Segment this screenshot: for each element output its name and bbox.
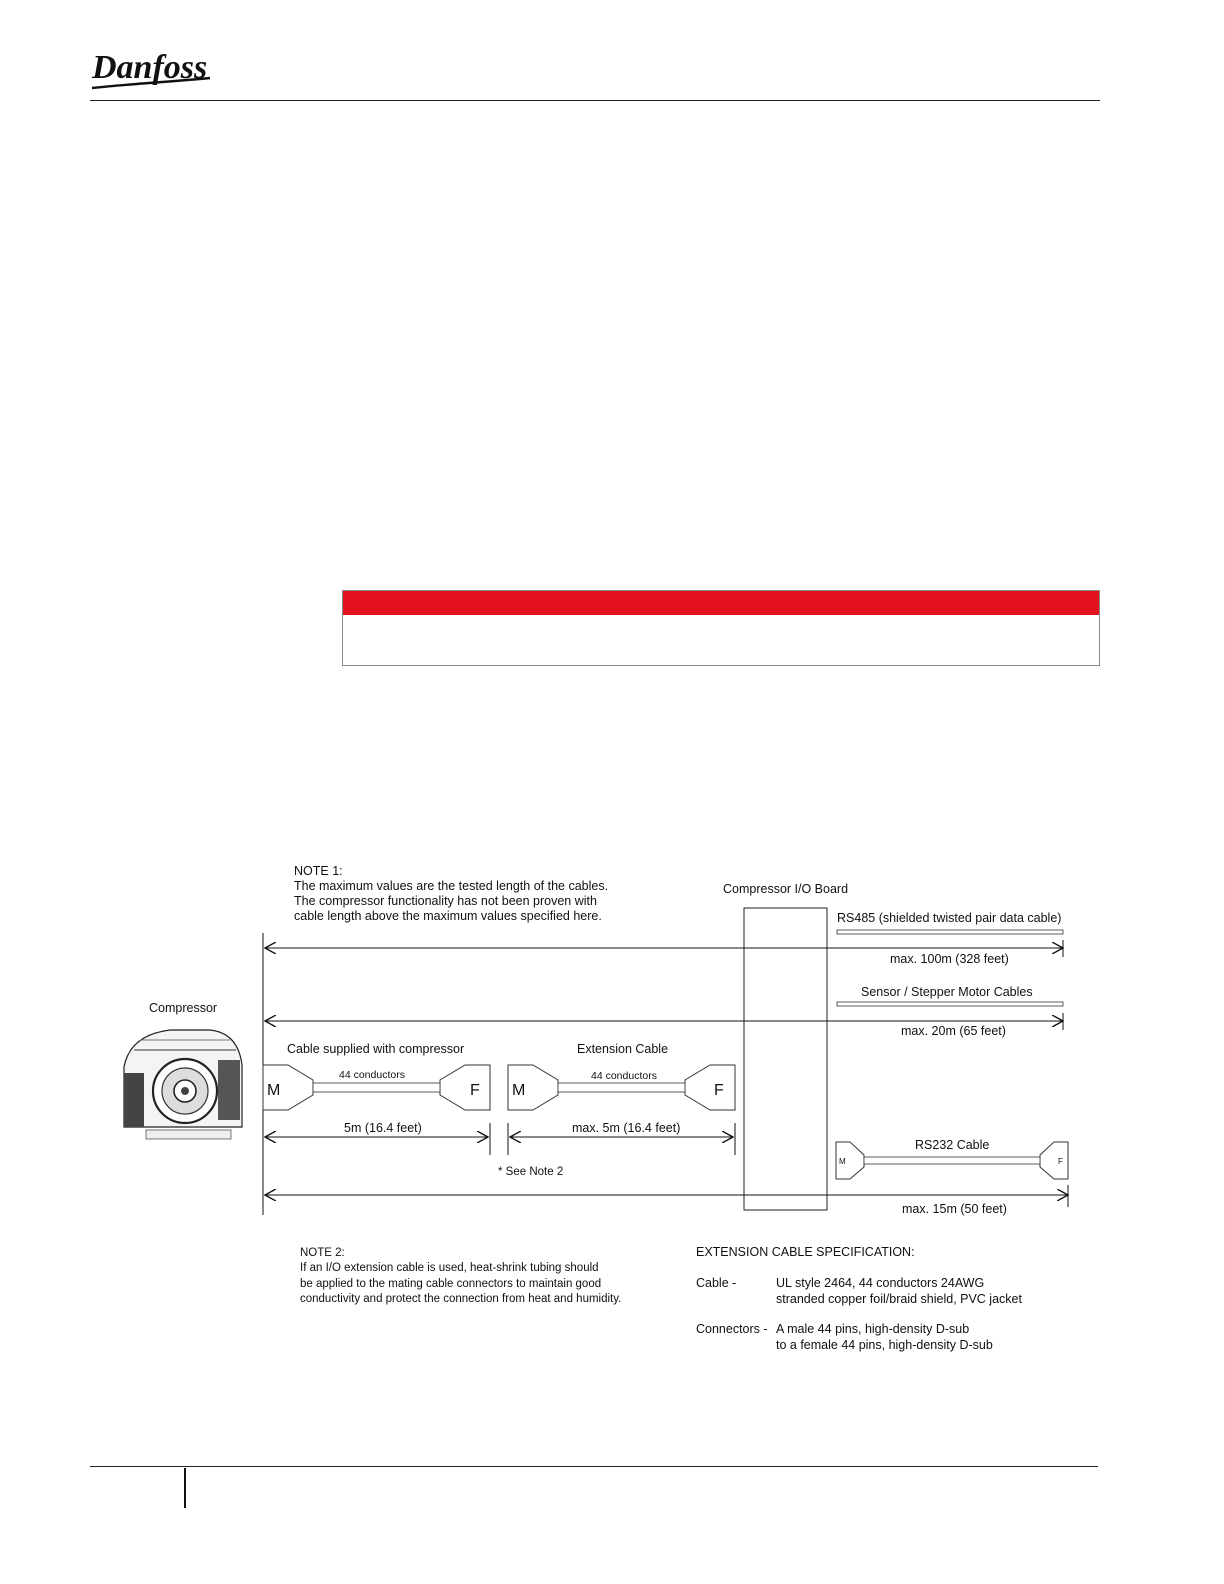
footer-divider xyxy=(184,1468,186,1508)
note1-line-2: The compressor functionality has not been proven with xyxy=(294,894,597,908)
svg-text:Danfoss: Danfoss xyxy=(92,49,208,86)
note1-line-3: cable length above the maximum values specified here. xyxy=(294,909,602,923)
rs232-label: RS232 Cable xyxy=(915,1138,990,1152)
extension-conductors: 44 conductors xyxy=(591,1070,657,1082)
cable-diagram xyxy=(110,855,1090,1365)
io-board xyxy=(744,908,827,1210)
warning-callout xyxy=(342,590,1100,666)
spec-cable-line-2: stranded copper foil/braid shield, PVC jacket xyxy=(776,1292,1022,1306)
danfoss-logo xyxy=(88,44,214,92)
supplied-female-label: F xyxy=(470,1082,480,1099)
danfoss-logo-mark xyxy=(88,44,214,92)
spec-connectors-key: Connectors - xyxy=(696,1322,768,1336)
rs485-max: max. 100m (328 feet) xyxy=(890,952,1009,966)
extension-length: max. 5m (16.4 feet) xyxy=(572,1121,681,1135)
rs485-cable xyxy=(837,930,1063,934)
sensor-cable xyxy=(837,1002,1063,1006)
rs232-male-label: M xyxy=(839,1157,846,1166)
cable-diagram-svg xyxy=(110,855,1090,1365)
supplied-male-label: M xyxy=(267,1082,281,1099)
see-note-2: * See Note 2 xyxy=(498,1166,564,1178)
rs485-label: RS485 (shielded twisted pair data cable) xyxy=(837,911,1062,925)
note2-line-3: conductivity and protect the connection from heat and humidity. xyxy=(300,1293,622,1305)
note2-line-2: be applied to the mating cable connectors to maintain good xyxy=(300,1278,602,1290)
note1-title: NOTE 1: xyxy=(294,864,343,878)
extension-cable-label: Extension Cable xyxy=(577,1042,669,1056)
spec-connectors-line-1: A male 44 pins, high-density D-sub xyxy=(776,1322,970,1336)
rs232-max: max. 15m (50 feet) xyxy=(902,1202,1007,1216)
note1-line-1: The maximum values are the tested length of the cables. xyxy=(294,879,609,893)
supplied-conductors: 44 conductors xyxy=(339,1069,405,1081)
rs232-female-label: F xyxy=(1058,1157,1063,1166)
extension-female-label: F xyxy=(714,1082,724,1099)
compressor-drawing xyxy=(124,1030,242,1139)
note2-title: NOTE 2: xyxy=(300,1247,345,1259)
spec-cable-line-1: UL style 2464, 44 conductors 24AWG xyxy=(776,1276,985,1290)
sensor-max: max. 20m (65 feet) xyxy=(901,1024,1006,1038)
extension-male-label: M xyxy=(512,1082,526,1099)
supplied-length: 5m (16.4 feet) xyxy=(344,1121,422,1135)
spec-cable-key: Cable - xyxy=(696,1276,737,1290)
io-board-label: Compressor I/O Board xyxy=(723,882,849,896)
footer-rule xyxy=(90,1466,1098,1467)
spec-connectors-line-2: to a female 44 pins, high-density D-sub xyxy=(776,1338,993,1352)
spec-title: EXTENSION CABLE SPECIFICATION: xyxy=(696,1245,915,1259)
warning-bar xyxy=(343,591,1099,615)
supplied-cable-label: Cable supplied with compressor xyxy=(287,1042,465,1056)
header-rule xyxy=(90,100,1100,101)
compressor-label: Compressor xyxy=(149,1001,218,1015)
note2-line-1: If an I/O extension cable is used, heat-shrink tubing should xyxy=(300,1262,599,1274)
sensor-label: Sensor / Stepper Motor Cables xyxy=(861,985,1033,999)
